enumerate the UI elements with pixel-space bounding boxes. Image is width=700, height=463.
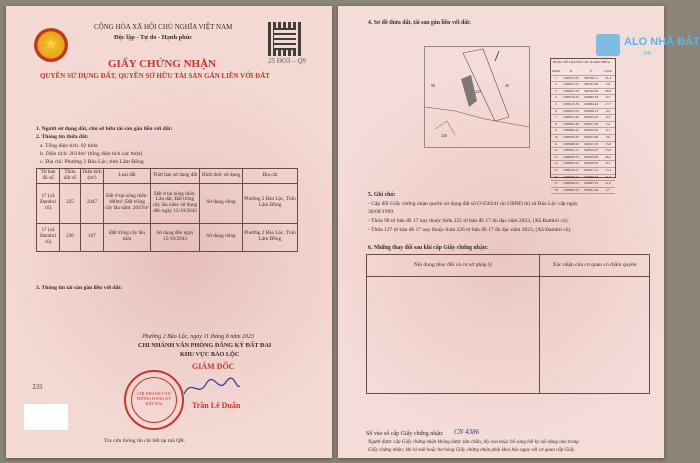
changes-table xyxy=(366,254,650,394)
coord-cell: 6.3 xyxy=(605,115,611,120)
coord-cell: 4.5 xyxy=(605,108,611,113)
coord-cell: 1288123.39 xyxy=(562,101,580,106)
coord-cell: 7 xyxy=(555,115,557,120)
coord-cell: 1288026.24 xyxy=(562,174,580,179)
cell: Phường 2 Bảo Lộc, Tỉnh Lâm Đồng xyxy=(243,183,298,223)
parcel-table-header xyxy=(37,169,298,184)
cell xyxy=(540,277,650,394)
plot-label-225: 225 xyxy=(475,89,481,94)
issue-date: Phường 2 Bảo Lộc, ngày 11 tháng 8 năm 2023 xyxy=(142,334,255,340)
coord-cell: 5.6 xyxy=(605,82,611,87)
coord-cell: 9 xyxy=(555,128,557,133)
coord-row xyxy=(551,188,615,195)
issuing-office: CHI NHÁNH VĂN PHÒNG ĐĂNG KÝ ĐẤT ĐAI xyxy=(138,342,272,349)
coord-cell: 8.1 xyxy=(605,128,611,133)
note-3: - Thửa 137 tờ bản đồ 17 nay thuộc thửa 226 tờ bản đồ 17 đo đạc năm 2023, (Xã Đambri cũ). xyxy=(368,227,572,233)
coord-cell: 549809.13 xyxy=(583,108,599,113)
area: b. Diện tích: 2614m² (tổng diện tích các thửa) xyxy=(40,151,143,157)
coord-cell: 1288025.54 xyxy=(562,161,580,166)
coord-cell: 1288084.10 xyxy=(562,128,580,133)
col-area: Diện tích (m²) xyxy=(81,169,104,184)
cell xyxy=(367,277,540,394)
road-line xyxy=(425,107,529,127)
coord-cell: 1288046.51 xyxy=(562,181,580,186)
qr-code-icon xyxy=(268,22,302,56)
cell: 17 (xã Đambri cũ) xyxy=(37,223,60,251)
note-1: - Cấp đổi Giấy chứng nhận quyền sử dụng đất số O 658241 do UBND thị xã Bảo Lộc cấp ngày xyxy=(368,201,578,207)
coord-cell: 15 xyxy=(554,167,558,172)
watermark-logo-icon xyxy=(596,34,620,56)
coord-cell: 549809.54 xyxy=(583,174,599,179)
coord-cell: 28.2 xyxy=(605,154,611,159)
col-map-sheet: Tờ bản đồ số xyxy=(37,169,60,184)
watermark xyxy=(596,34,700,58)
cell: Sử dụng riêng xyxy=(200,223,243,251)
col-land-type: Loại đất xyxy=(104,169,151,184)
coord-cell: 549813.00 xyxy=(583,134,599,139)
coord-cell: 549815.35 xyxy=(583,141,599,146)
coord-row xyxy=(551,76,615,83)
cell: Đất ở tại nông thôn: 400m²; Đất trồng cây lâu năm: 2047m² xyxy=(104,183,151,223)
coord-cell: 549789.11 xyxy=(583,75,599,80)
col-usage: Hình thức sử dụng xyxy=(200,169,243,184)
north-arrow-icon xyxy=(495,51,499,61)
coord-cell: Điểm xyxy=(552,69,560,73)
qr-note: Tra cứu thông tin chi tiết tại mã QR. xyxy=(104,438,186,444)
coord-cell: 549819.07 xyxy=(583,148,599,153)
coord-cell: 549804.44 xyxy=(583,101,599,106)
cell: 226 xyxy=(60,223,81,251)
note-1-cont: 30/08/1999. xyxy=(368,209,395,215)
table-row xyxy=(37,183,298,223)
coord-row xyxy=(551,82,615,89)
plot-label-46: 46 xyxy=(505,83,509,88)
changes-table-header xyxy=(367,255,650,277)
coord-cell: 8.3 xyxy=(605,161,611,166)
cell: Sử dụng riêng xyxy=(200,183,243,223)
coord-cell: 549794.20 xyxy=(583,88,599,93)
entry-number-value: CN 4386 xyxy=(454,428,480,436)
coord-cell: 29.9 xyxy=(605,88,611,93)
coord-cell: 8 xyxy=(555,121,557,126)
section-4-heading: 4. Sơ đồ thửa đất, tài sản gắn liền với đất: xyxy=(368,20,471,26)
certificate-back-page xyxy=(338,6,700,458)
coord-cell: X xyxy=(569,69,573,73)
section-2-heading: 2. Thông tin thửa đất: xyxy=(36,134,89,140)
coord-row xyxy=(551,89,615,96)
issuing-office-area: KHU VỰC BẢO LỘC xyxy=(180,351,240,358)
coord-cell: Y xyxy=(589,69,593,73)
coord-cell: 17 xyxy=(554,181,558,186)
coord-cell: 1288070.45 xyxy=(562,134,580,139)
address: c. Địa chỉ: Phường 2 Bảo Lộc, tỉnh Lâm Đồng xyxy=(40,159,144,165)
coord-cell: 18 xyxy=(554,187,558,192)
cell: 17 (xã Đambri cũ) xyxy=(37,183,60,223)
coord-row xyxy=(551,175,615,182)
coord-cell: 3 xyxy=(555,88,557,93)
signer-name: Trần Lê Duẩn xyxy=(192,401,241,410)
coord-row xyxy=(551,142,615,149)
coord-cell: 1288060.23 xyxy=(562,187,580,192)
country-name: CỘNG HÒA XÃ HỘI CHỦ NGHĨA VIỆT NAM xyxy=(94,23,233,31)
coord-row xyxy=(551,95,615,102)
section-3-heading: 3. Thông tin tài sản gắn liền với đất: xyxy=(36,285,123,291)
coord-cell: 4.7 xyxy=(605,187,611,192)
handwritten-number: 335 xyxy=(32,383,43,391)
coord-cell: 549821.12 xyxy=(583,167,599,172)
coord-title: BẢNG KÊ TỌA ĐỘ GÓC RANH THỬA xyxy=(553,60,611,64)
entry-number-label: Số vào sổ cấp Giấy chứng nhận: xyxy=(366,431,444,437)
section-6-heading: 6. Những thay đổi sau khi cấp Giấy chứng nhận: xyxy=(368,245,489,251)
total-parcels: a. Tổng diện tích: 02 thửa xyxy=(40,143,98,149)
coord-cell: 549812.25 xyxy=(583,115,599,120)
col-parcel: Thửa đất số xyxy=(60,169,81,184)
coord-cell: 549803.18 xyxy=(583,95,599,100)
coord-cell: 1288133.81 xyxy=(562,75,580,80)
coord-cell: 549791.06 xyxy=(583,82,599,87)
coord-cell: 1288094.46 xyxy=(562,121,580,126)
coord-cell: 549807.55 xyxy=(583,181,599,186)
coord-row xyxy=(551,115,615,122)
watermark-domain: .vn xyxy=(642,50,652,57)
redacted-area xyxy=(24,404,68,430)
coord-cell: 13.4 xyxy=(605,167,611,172)
cell: Đất ở tại nông thôn: Lâu dài; Đất trồng cây lâu năm: sử dụng đến ngày 15/10/2043 xyxy=(151,183,200,223)
section-1-heading: 1. Người sử dụng đất, chủ sở hữu tài sản gắn liền với đất: xyxy=(36,126,173,132)
coord-cell: 1288165.76 xyxy=(562,88,580,93)
coord-cell: 1288103.63 xyxy=(562,115,580,120)
coord-row xyxy=(551,109,615,116)
col-change-content: Nội dung thay đổi và cơ sở pháp lý xyxy=(367,255,540,277)
changes-table-row xyxy=(367,277,650,394)
col-confirmation: Xác nhận của cơ quan có thẩm quyền xyxy=(540,255,650,277)
coord-cell: 1288102.33 xyxy=(562,108,580,113)
coord-row xyxy=(551,168,615,175)
col-address: Địa chỉ xyxy=(243,169,298,184)
coord-cell: 6.3 xyxy=(605,95,611,100)
coord-cell: 549810.62 xyxy=(583,128,599,133)
coord-cell: 1288136.32 xyxy=(562,95,580,100)
coord-cell: 12 xyxy=(554,148,558,153)
coord-cell: 11 xyxy=(554,141,558,146)
coord-cell: 6 xyxy=(555,108,557,113)
serial-number: 25 ӨO3 – Q9 xyxy=(268,57,306,65)
coord-cell: 549818.02 xyxy=(583,161,599,166)
coord-cell: 2.4 xyxy=(605,121,611,126)
coordinate-table xyxy=(550,58,616,192)
national-motto: Độc lập - Tự do - Hạnh phúc xyxy=(114,34,193,41)
coord-cell: 31.4 xyxy=(605,75,611,80)
coord-cell: 1288161.07 xyxy=(562,82,580,87)
coord-cell: 3.0 xyxy=(605,134,611,139)
coord-cell: 21.5 xyxy=(605,174,611,179)
coord-cell: 15.0 xyxy=(605,141,611,146)
official-seal-icon xyxy=(124,370,184,430)
watermark-brand: ALO NHÀ ĐẤT xyxy=(624,36,700,48)
coord-cell: 2 xyxy=(555,82,557,87)
note-2: - Thửa 98 tờ bản đồ 17 nay thuộc thửa 225 tờ bản đồ 17 đo đạc năm 2023, (Xã Đambri cũ). xyxy=(368,218,569,224)
plot-label-226: 226 xyxy=(441,133,447,138)
coord-row xyxy=(551,161,615,168)
coord-row xyxy=(551,148,615,155)
certificate-front-page xyxy=(6,6,332,458)
coord-cell: 1288028.75 xyxy=(562,154,580,159)
footer-warning-2: Giấy chứng nhận; khi bị mất hoặc hư hỏng Giấy chứng nhận phải khai báo ngay với cơ quan cấp Giấy. xyxy=(368,448,576,453)
coord-row xyxy=(551,122,615,129)
coord-cell: 11.0 xyxy=(605,181,611,186)
seal-text: CHI NHÁNH VĂN PHÒNG ĐĂNG KÝ ĐẤT ĐAI xyxy=(136,391,172,406)
coord-cell: 4 xyxy=(555,95,557,100)
footer-warning-1: Người được cấp Giấy chứng nhận không được sửa chữa, tẩy xóa hoặc bổ sung bất kỳ nội dung nào trong xyxy=(368,440,579,445)
section-5-heading: 5. Ghi chú: xyxy=(368,192,396,198)
cell: Đất trồng cây lâu năm xyxy=(104,223,151,251)
coord-row xyxy=(551,155,615,162)
certificate-title: GIẤY CHỨNG NHẬN xyxy=(108,58,216,70)
table-row xyxy=(37,223,298,251)
parcel-plan xyxy=(424,46,530,148)
cell: 2447 xyxy=(81,183,104,223)
signature-icon xyxy=(182,376,242,400)
coord-cell: 549819.85 xyxy=(583,154,599,159)
coord-cell: 17.7 xyxy=(605,101,611,106)
cell: Sử dụng đến ngày 15/10/2043 xyxy=(151,223,200,251)
parcel-table xyxy=(36,168,298,252)
col-term: Thời hạn sử dụng đất xyxy=(151,169,200,184)
certificate-subtitle: QUYỀN SỬ DỤNG ĐẤT, QUYỀN SỞ HỮU TÀI SẢN GẮN LIỀN VỚI ĐẤT xyxy=(40,72,270,80)
coord-cell: 1288018.27 xyxy=(562,167,580,172)
coord-cell: Cạnh xyxy=(604,69,612,73)
cell: Phường 2 Bảo Lộc, Tỉnh Lâm Đồng xyxy=(243,223,298,251)
coord-header-row xyxy=(551,69,615,76)
director-title: GIÁM ĐỐC xyxy=(192,362,235,371)
coord-cell: 1288066.93 xyxy=(562,141,580,146)
coord-cell: 14 xyxy=(554,161,558,166)
national-emblem-icon: ★ xyxy=(34,28,68,62)
cell: 225 xyxy=(60,183,81,223)
coord-row xyxy=(551,102,615,109)
coord-cell: 1288042.11 xyxy=(563,148,579,153)
cell: 167 xyxy=(81,223,104,251)
coord-cell: 13.8 xyxy=(605,148,611,153)
coord-row xyxy=(551,181,615,188)
coord-cell: 549801.64 xyxy=(583,187,599,192)
plot-label-98: 98 xyxy=(431,83,435,88)
coord-cell: 16 xyxy=(554,174,558,179)
coord-row xyxy=(551,135,615,142)
coord-cell: 1 xyxy=(555,75,557,80)
coord-cell: 5 xyxy=(555,101,557,106)
coord-cell: 13 xyxy=(554,154,558,159)
coord-row xyxy=(551,128,615,135)
coord-cell: 10 xyxy=(554,134,558,139)
coord-cell: 549811.59 xyxy=(583,121,599,126)
parcel-diagram xyxy=(425,47,529,147)
